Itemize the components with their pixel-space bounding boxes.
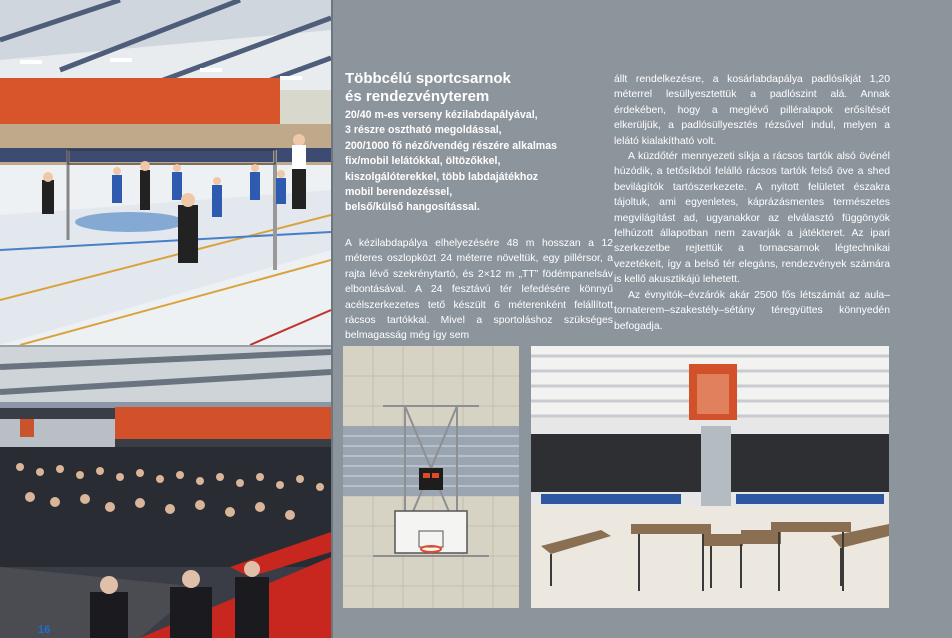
ceremony-audience-photo bbox=[0, 347, 331, 638]
benches-hall-photo bbox=[531, 346, 889, 608]
article-title bbox=[345, 70, 615, 106]
lead-line: kiszolgálóterekkel, több labdajátékhoz bbox=[345, 170, 539, 183]
paragraph: A kézilabdapálya elhelyezésére 48 m hosszan a 12 méteres oszlopközt 24 méterre növeltük, egy pillérsor, a rajta lévő szekrénytartó, és 2×12 m „TT” födémpanelsáv elbontásával. A 24 fesztávú tér lefedésére könnyű acélszerkezetes tető készült 6 méterenként felállított rácsos tartókkal. Mivel a sportoláshoz szükséges belmagasság még így sem bbox=[345, 238, 613, 342]
title-line: Többcélú sportcsarnok bbox=[345, 70, 511, 87]
lead-line: 3 részre osztható megoldással, bbox=[345, 124, 502, 137]
title-line: és rendezvényterem bbox=[345, 88, 490, 105]
lead-line: belső/külső hangosítással. bbox=[345, 201, 480, 214]
text-column-1 bbox=[345, 236, 613, 344]
text-column-2 bbox=[614, 72, 890, 334]
volleyball-match-photo bbox=[0, 0, 331, 345]
left-photo-column bbox=[0, 0, 331, 638]
article-page bbox=[331, 0, 952, 638]
page-number: 16 bbox=[38, 624, 51, 636]
lead-line: fix/mobil lelátókkal, öltözőkkel, bbox=[345, 155, 501, 168]
article-lead bbox=[345, 108, 615, 216]
paragraph: Az évnyitók–évzárók akár 2500 fős létszámát az aula–tornaterem–szakestély–sétány téregyüttes könnyedén befogadja. bbox=[614, 289, 890, 332]
lead-line: 20/40 m-es verseny kézilabdapályával, bbox=[345, 109, 538, 121]
paragraph: A küzdőtér mennyezeti síkja a rácsos tartók alsó övénél húzódik, a tetősíkból felálló rácsos tartók felső öve a shed bevilágítók tartószerkezete. A nyitott felületet északra tájoltuk, ami egyenletes, káprázásmentes természetes megvilágítást ad, ugyanakkor az elválasztó függönyök felhúzott állapotban nem zavarják a játékteret. Az ipari szerkezetbe rejtettük a tornacsarnok légtechnikai vezetékeit, így a belső tér elegáns, rendezvények számára is kellő akusztikájú lehetett. bbox=[614, 151, 890, 286]
lead-line: 200/1000 fő néző/vendég részére alkalmas bbox=[345, 139, 557, 152]
basketball-backboard-photo bbox=[343, 346, 519, 608]
lead-line: mobil berendezéssel, bbox=[345, 186, 453, 199]
paragraph: állt rendelkezésre, a kosárlabdapálya padlósíkját 1,20 méterrel lesüllyesztettük a padlószint alá. Annak érdekében, hogy a meglévő pilléralapok erősítését elkerüljük, a padlósüllyesztés rézsűvel indul, melyen a lelátó kialakítható volt. bbox=[614, 74, 890, 147]
